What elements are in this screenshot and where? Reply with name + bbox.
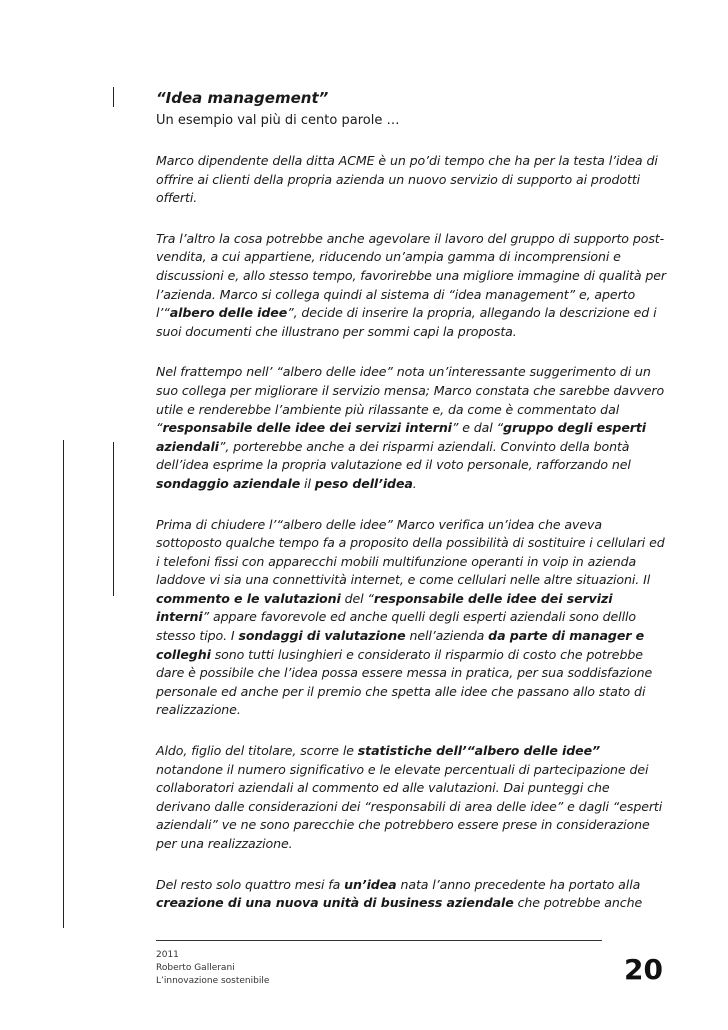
bold-term: sondaggio aziendale (156, 475, 301, 491)
footer-year: 2011 (156, 950, 179, 960)
page-number: 20 (624, 953, 663, 986)
bold-term: creazione di una nuova unità di business aziendale (156, 895, 514, 911)
page-body (156, 88, 666, 913)
footer (156, 949, 269, 988)
bold-term: commento e le valutazioni (156, 590, 341, 606)
bold-term: responsabile delle idee dei servizi interni (162, 420, 452, 436)
bold-term: peso dell’idea (314, 475, 413, 491)
paragraph-5: Aldo, figlio del titolare, scorre le statistiche dell’“albero delle idee” notandone il numero significativo e le elevate percentuali di partecipazione dei collaboratori aziendali al commento ed alle valutazioni. Dai punteggi che derivano dalle considerazioni dei “responsabili di area delle idee” e dagli “esperti aziendali” ve ne sono parecchie che potrebbero essere prese in considerazione per una realizzazione. (156, 743, 663, 851)
paragraph-3: Nel frattempo nell’ “albero delle idee” nota un’interessante suggerimento di un suo collega per migliorare il servizio mensa; Marco constata che sarebbe davvero utile e renderebbe l’ambiente più rilassante e, da come è commentato dal “responsabile delle idee dei servizi interni” e dal “gruppo degli esperti aziendali”, porterebbe anche a dei risparmi aziendali. Convinto della bontà dell’idea esprime la propria valutazione ed il voto personale, rafforzando nel sondaggio aziendale il peso dell’idea. (156, 364, 665, 491)
bold-term: statistiche dell’“albero delle idee” (357, 743, 601, 759)
page-title: “Idea management” (156, 89, 329, 107)
page-subtitle: Un esempio val più di cento parole … (156, 113, 400, 128)
bold-term: responsabile delle idee dei servizi interni (156, 590, 613, 625)
paragraph-6: Del resto solo quattro mesi fa un’idea nata l’anno precedente ha portato alla creazione di una nuova unità di business aziendale che potrebbe anche (156, 876, 643, 911)
bold-term: albero delle idee (169, 305, 288, 321)
footer-author: Roberto Gallerani (156, 963, 235, 973)
footer-book-title: L’innovazione sostenibile (156, 976, 270, 986)
paragraph-1: Marco dipendente della ditta ACME è un po’di tempo che ha per la testa l’idea di offrire ai clienti della propria azienda un nuovo servizio di supporto ai prodotti offerti. (156, 153, 658, 206)
bold-term: gruppo degli esperti aziendali (156, 420, 647, 454)
paragraph-4: Prima di chiudere l’“albero delle idee” Marco verifica un’idea che aveva sottoposto qualche tempo fa a proposito della possibilità di sostituire i cellulari ed i telefoni fissi con apparecchi mobili multifunzione operanti in voip in azienda laddove vi sia una connettività internet, e come cellulari nelle altre situazioni. Il commento e le valutazioni del “responsabile delle idee dei servizi interni” appare favorevole ed anche quelli degli esperti aziendali sono delllo stesso tipo. I sondaggi di valutazione nell’azienda da parte di manager e colleghi sono tutti lusinghieri e considerato il risparmio di costo che potrebbe dare è possibile che l’idea possa essere messa in pratica, per sua soddisfazione personale ed anche per il premio che spetta alle idee che passano allo stato di realizzazione. (156, 516, 665, 718)
margin-rule-top (113, 87, 114, 107)
footer-divider (156, 940, 602, 941)
bold-term: un’idea (344, 876, 397, 892)
margin-rule-middle (113, 442, 114, 596)
bold-term: sondaggi di valutazione (238, 628, 406, 644)
paragraph-2: Tra l’altro la cosa potrebbe anche agevolare il lavoro del gruppo di supporto post-vendita, a cui appartiene, riducendo un’ampia gamma di incomprensioni e discussioni e, allo stesso tempo, favorirebbe una migliore immagine di qualità per l’azienda. Marco si collega quindi al sistema di “idea management” e, aperto l’“albero delle idee”, decide di inserire la propria, allegando la descrizione ed i suoi documenti che illustrano per sommi capi la proposta. (156, 230, 666, 339)
bold-term: da parte di manager e colleghi (156, 628, 645, 662)
margin-rule-left (63, 440, 64, 928)
